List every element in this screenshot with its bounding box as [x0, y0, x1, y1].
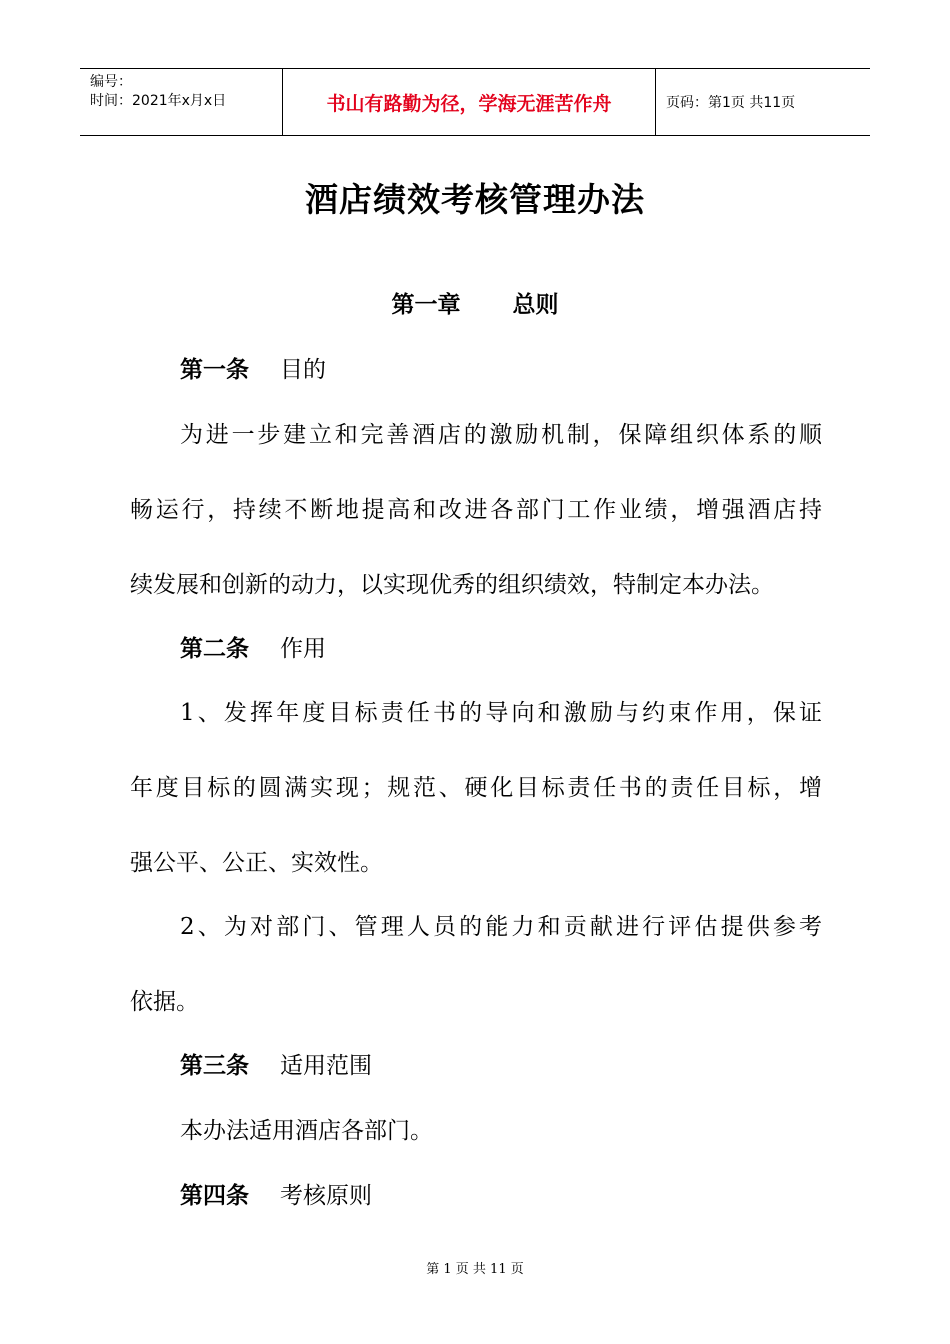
paragraph-line: 1、发挥年度目标责任书的导向和激励与约束作用，保证 — [180, 700, 822, 726]
chapter-number: 第一章 — [391, 291, 461, 318]
paragraph-line: 强公平、公正、实效性。 — [130, 850, 383, 876]
page-footer: 第 1 页 共 11 页 — [426, 1262, 524, 1277]
article-number: 第三条 — [180, 1052, 249, 1079]
chapter-heading — [0, 286, 950, 319]
document-title: 酒店绩效考核管理办法 — [305, 180, 645, 219]
article-name: 作用 — [280, 636, 326, 662]
article-name: 适用范围 — [280, 1053, 372, 1079]
header-motto: 书山有路勤为径，学海无涯苦作舟 — [282, 69, 656, 135]
article-number: 第二条 — [180, 635, 249, 662]
article-name: 考核原则 — [280, 1183, 372, 1209]
article-number: 第四条 — [180, 1182, 249, 1209]
article-number: 第一条 — [180, 356, 249, 383]
article-heading — [180, 630, 326, 663]
number-label: 编号： — [90, 74, 132, 90]
header-page-info: 页码：第1页 共11页 — [666, 95, 796, 111]
paragraph-line: 依据。 — [130, 989, 199, 1015]
paragraph-line: 续发展和创新的动力，以实现优秀的组织绩效，特制定本办法。 — [130, 572, 774, 598]
article-heading — [180, 1047, 372, 1080]
article-name: 目的 — [280, 357, 326, 383]
chapter-name: 总则 — [512, 291, 559, 318]
paragraph-line: 畅运行，持续不断地提高和改进各部门工作业绩，增强酒店持 — [130, 497, 822, 523]
paragraph-line: 2、为对部门、管理人员的能力和贡献进行评估提供参考 — [180, 914, 822, 940]
paragraph-line: 本办法适用酒店各部门。 — [180, 1118, 433, 1144]
paragraph-line: 为进一步建立和完善酒店的激励机制，保障组织体系的顺 — [180, 422, 822, 448]
page-header — [80, 68, 870, 136]
header-meta — [80, 69, 282, 135]
time-label: 时间：2021年x月x日 — [90, 93, 227, 109]
article-heading — [180, 1177, 372, 1210]
paragraph-line: 年度目标的圆满实现；规范、硬化目标责任书的责任目标，增 — [130, 775, 822, 801]
article-heading — [180, 351, 326, 384]
